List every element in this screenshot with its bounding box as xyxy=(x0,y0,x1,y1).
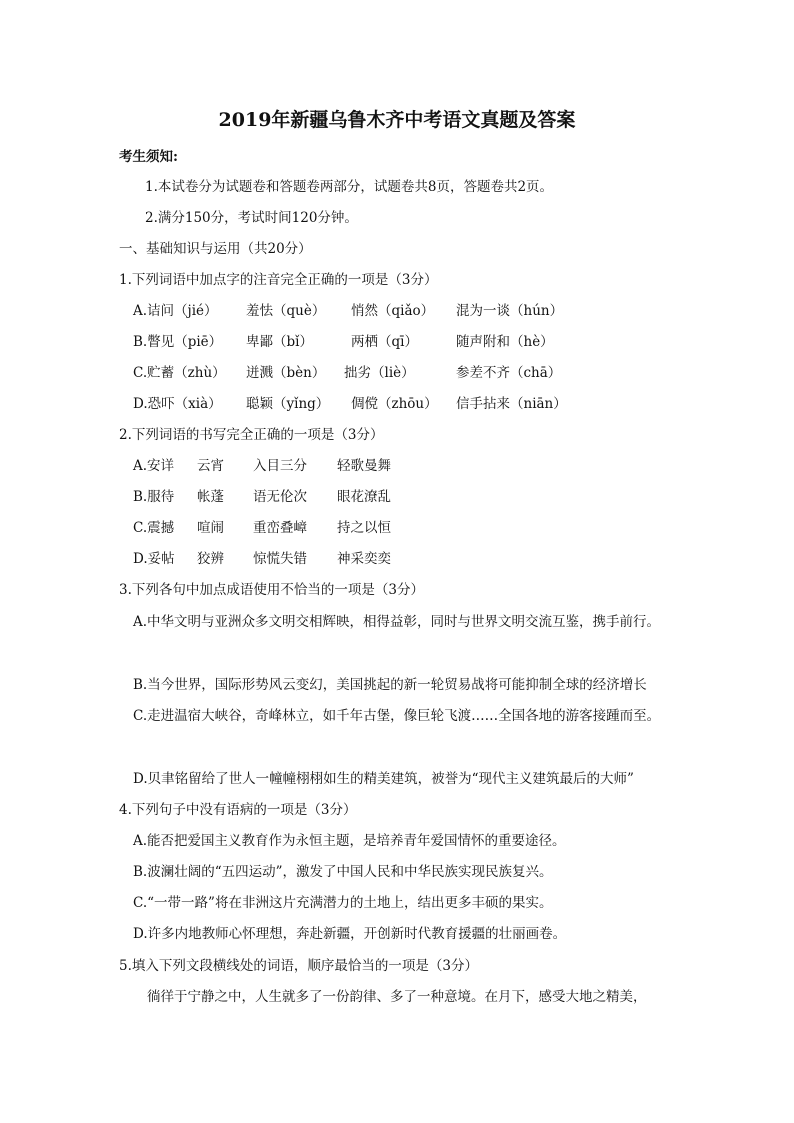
option-word: 惊慌失错 xyxy=(253,551,307,567)
option-word: A.安详 xyxy=(133,458,175,474)
option-word: 倜傥（zhōu） xyxy=(351,396,438,412)
option-sentence: C.“一带一路”将在非洲这片充满潜力的土地上，结出更多丰硕的果实。 xyxy=(133,895,553,911)
option-word: 轻歌曼舞 xyxy=(337,458,391,474)
option-word: 云宵 xyxy=(197,458,224,474)
passage-text: 徜徉于宁静之中，人生就多了一份韵律、多了一种意境。在月下，感受大地之精美， xyxy=(147,989,647,1005)
option-word: 信手拈来（niān） xyxy=(456,396,567,412)
option-word: 眼花潦乱 xyxy=(337,489,391,505)
option-sentence: A.能否把爱国主义教育作为永恒主题，是培养青年爱国情怀的重要途径。 xyxy=(133,833,566,849)
section-heading: 一、基础知识与运用（共20分） xyxy=(119,241,312,257)
option-word: 重峦叠嶂 xyxy=(253,520,307,536)
option-word: 语无伦次 xyxy=(253,489,307,505)
option-word: B.瞥见（piē） xyxy=(133,334,223,350)
option-word: 悄然（qiǎo） xyxy=(351,303,435,319)
question-stem: 1.下列词语中加点字的注音完全正确的一项是（3分） xyxy=(119,272,438,288)
option-word: 混为一谈（hún） xyxy=(456,303,564,319)
option-sentence: B.当今世界，国际形势风云变幻，美国挑起的新一轮贸易战将可能抑制全球的经济增长 xyxy=(133,677,647,693)
option-word: D.妥帖 xyxy=(133,551,175,567)
option-word: 羞怯（què） xyxy=(246,303,326,319)
question-stem: 3.下列各句中加点成语使用不恰当的一项是（3分） xyxy=(119,582,424,598)
option-word: B.服待 xyxy=(133,489,175,505)
question-stem: 2.下列词语的书写完全正确的一项是（3分） xyxy=(119,427,384,443)
option-sentence: D.贝聿铭留给了世人一幢幢栩栩如生的精美建筑，被誉为“现代主义建筑最后的大师” xyxy=(133,771,634,787)
option-word: 迸溅（bèn） xyxy=(246,365,326,381)
option-word: C.贮蓄（zhù） xyxy=(133,365,226,381)
question-stem: 4.下列句子中没有语病的一项是（3分） xyxy=(119,802,357,818)
notice-item: 1.本试卷分为试题卷和答题卷两部分，试题卷共8页，答题卷共2页。 xyxy=(145,179,554,195)
question-stem: 5.填入下列文段横线处的词语，顺序最恰当的一项是（3分） xyxy=(119,958,478,974)
option-sentence: C.走进温宿大峡谷，奇峰林立，如千年古堡，像巨轮飞渡……全国各地的游客接踵而至。 xyxy=(133,708,661,724)
option-word: 随声附和（hè） xyxy=(456,334,554,350)
option-word: 两栖（qī） xyxy=(351,334,418,350)
option-word: 神采奕奕 xyxy=(337,551,391,567)
option-word: 入目三分 xyxy=(253,458,307,474)
option-sentence: A.中华文明与亚洲众多文明交相辉映，相得益彰，同时与世界文明交流互鉴，携手前行。 xyxy=(133,614,661,630)
option-word: 喧闹 xyxy=(197,520,224,536)
option-word: 卑鄙（bǐ） xyxy=(246,334,313,350)
option-word: D.恐吓（xià） xyxy=(133,396,222,412)
option-word: 参差不齐（chā） xyxy=(456,365,562,381)
option-word: 拙劣（liè） xyxy=(344,365,415,381)
option-sentence: D.许多内地教师心怀理想，奔赴新疆，开创新时代教育援疆的壮丽画卷。 xyxy=(133,926,567,942)
option-word: 聪颖（yǐng） xyxy=(246,396,330,412)
option-word: 持之以恒 xyxy=(337,520,391,536)
option-word: C.震撼 xyxy=(133,520,175,536)
option-word: 帐蓬 xyxy=(197,489,224,505)
page-title: 2019年新疆乌鲁木齐中考语文真题及答案 xyxy=(218,109,576,131)
option-word: 狡辨 xyxy=(197,551,224,567)
notice-heading: 考生须知: xyxy=(119,149,178,165)
option-word: A.诘问（jié） xyxy=(133,303,218,319)
option-sentence: B.波澜壮阔的“五四运动”，激发了中国人民和中华民族实现民族复兴。 xyxy=(133,864,553,880)
notice-item: 2.满分150分，考试时间120分钟。 xyxy=(145,210,358,226)
